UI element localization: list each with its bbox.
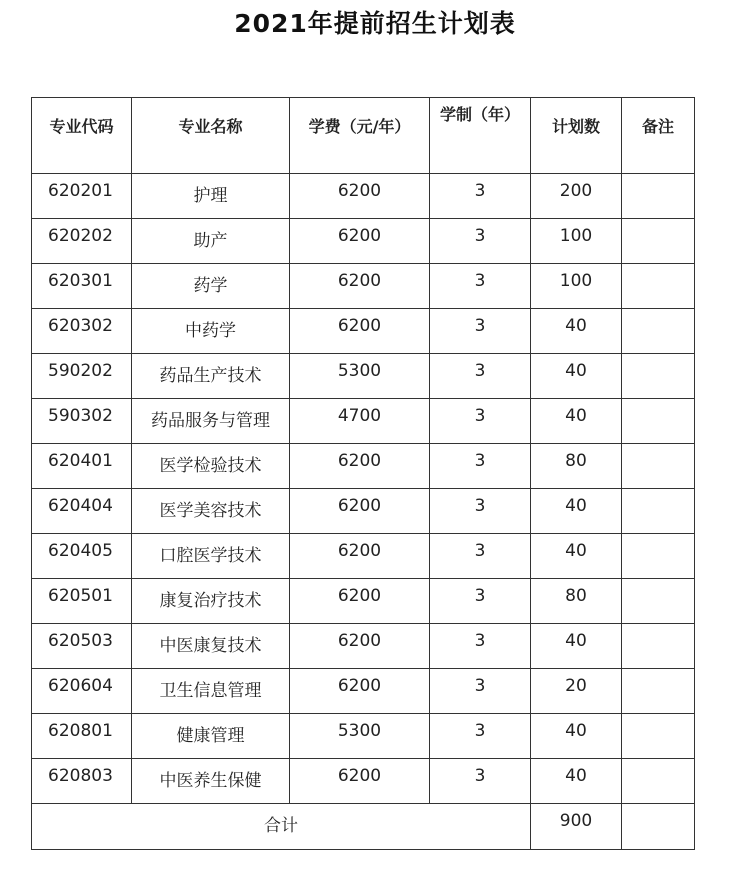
cell-years: 3: [430, 264, 531, 309]
cell-plan: 40: [531, 714, 622, 759]
cell-fee: 6200: [290, 669, 430, 714]
cell-fee: 6200: [290, 174, 430, 219]
cell-name: 药学: [132, 264, 290, 309]
cell-name: 护理: [132, 174, 290, 219]
cell-fee: 5300: [290, 714, 430, 759]
cell-code: 620501: [32, 579, 132, 624]
header-code: 专业代码: [32, 98, 132, 174]
table-row: [32, 444, 695, 489]
table-row: [32, 489, 695, 534]
cell-name: 口腔医学技术: [132, 534, 290, 579]
total-label: 合计: [32, 804, 531, 850]
cell-name: 中医养生保健: [132, 759, 290, 804]
cell-note: [622, 714, 695, 759]
cell-note: [622, 759, 695, 804]
cell-fee: 4700: [290, 399, 430, 444]
cell-plan: 40: [531, 354, 622, 399]
cell-plan: 20: [531, 669, 622, 714]
table-row: [32, 624, 695, 669]
cell-years: 3: [430, 579, 531, 624]
cell-code: 620302: [32, 309, 132, 354]
cell-years: 3: [430, 669, 531, 714]
cell-code: 620404: [32, 489, 132, 534]
cell-note: [622, 174, 695, 219]
table-row: [32, 534, 695, 579]
cell-name: 助产: [132, 219, 290, 264]
cell-years: 3: [430, 309, 531, 354]
cell-note: [622, 579, 695, 624]
cell-plan: 40: [531, 759, 622, 804]
cell-years: 3: [430, 174, 531, 219]
cell-note: [622, 444, 695, 489]
header-plan: 计划数: [531, 98, 622, 174]
cell-fee: 6200: [290, 309, 430, 354]
cell-years: 3: [430, 489, 531, 534]
cell-fee: 6200: [290, 624, 430, 669]
cell-fee: 6200: [290, 264, 430, 309]
cell-code: 590202: [32, 354, 132, 399]
cell-code: 620202: [32, 219, 132, 264]
cell-years: 3: [430, 714, 531, 759]
cell-code: 620604: [32, 669, 132, 714]
cell-years: 3: [430, 444, 531, 489]
cell-plan: 200: [531, 174, 622, 219]
cell-years: 3: [430, 759, 531, 804]
cell-note: [622, 219, 695, 264]
cell-years: 3: [430, 534, 531, 579]
cell-note: [622, 624, 695, 669]
cell-note: [622, 354, 695, 399]
cell-note: [622, 669, 695, 714]
cell-name: 康复治疗技术: [132, 579, 290, 624]
table-row: [32, 174, 695, 219]
cell-plan: 100: [531, 264, 622, 309]
total-plan: 900: [531, 804, 622, 850]
page-title: 2021年提前招生计划表: [234, 9, 516, 38]
cell-code: 620301: [32, 264, 132, 309]
header-note: 备注: [622, 98, 695, 174]
cell-fee: 6200: [290, 534, 430, 579]
header-name: 专业名称: [132, 98, 290, 174]
cell-fee: 6200: [290, 579, 430, 624]
cell-code: 620503: [32, 624, 132, 669]
cell-code: 620401: [32, 444, 132, 489]
cell-years: 3: [430, 354, 531, 399]
cell-plan: 80: [531, 444, 622, 489]
table-row: [32, 579, 695, 624]
cell-plan: 40: [531, 624, 622, 669]
cell-years: 3: [430, 219, 531, 264]
table-row: [32, 759, 695, 804]
cell-plan: 100: [531, 219, 622, 264]
cell-name: 健康管理: [132, 714, 290, 759]
enrollment-plan-table: [31, 97, 695, 850]
total-row: [32, 804, 695, 850]
cell-fee: 5300: [290, 354, 430, 399]
cell-name: 中医康复技术: [132, 624, 290, 669]
cell-plan: 40: [531, 489, 622, 534]
cell-plan: 80: [531, 579, 622, 624]
cell-plan: 40: [531, 309, 622, 354]
table-header-row: [32, 98, 695, 174]
cell-note: [622, 534, 695, 579]
cell-fee: 6200: [290, 444, 430, 489]
cell-plan: 40: [531, 534, 622, 579]
cell-note: [622, 264, 695, 309]
cell-years: 3: [430, 399, 531, 444]
cell-name: 药品生产技术: [132, 354, 290, 399]
cell-code: 620201: [32, 174, 132, 219]
cell-name: 医学美容技术: [132, 489, 290, 534]
header-fee: 学费（元/年）: [290, 98, 430, 174]
table-row: [32, 669, 695, 714]
table-row: [32, 714, 695, 759]
cell-code: 590302: [32, 399, 132, 444]
cell-note: [622, 309, 695, 354]
cell-years: 3: [430, 624, 531, 669]
header-years: 学制（年）: [430, 98, 531, 174]
table-row: [32, 399, 695, 444]
cell-name: 中药学: [132, 309, 290, 354]
table-row: [32, 264, 695, 309]
cell-note: [622, 399, 695, 444]
cell-code: 620801: [32, 714, 132, 759]
cell-note: [622, 489, 695, 534]
cell-plan: 40: [531, 399, 622, 444]
cell-code: 620803: [32, 759, 132, 804]
table-row: [32, 354, 695, 399]
cell-name: 卫生信息管理: [132, 669, 290, 714]
cell-name: 医学检验技术: [132, 444, 290, 489]
cell-code: 620405: [32, 534, 132, 579]
cell-fee: 6200: [290, 489, 430, 534]
total-note: [622, 804, 695, 850]
cell-fee: 6200: [290, 219, 430, 264]
table-row: [32, 219, 695, 264]
cell-name: 药品服务与管理: [132, 399, 290, 444]
cell-fee: 6200: [290, 759, 430, 804]
table-row: [32, 309, 695, 354]
